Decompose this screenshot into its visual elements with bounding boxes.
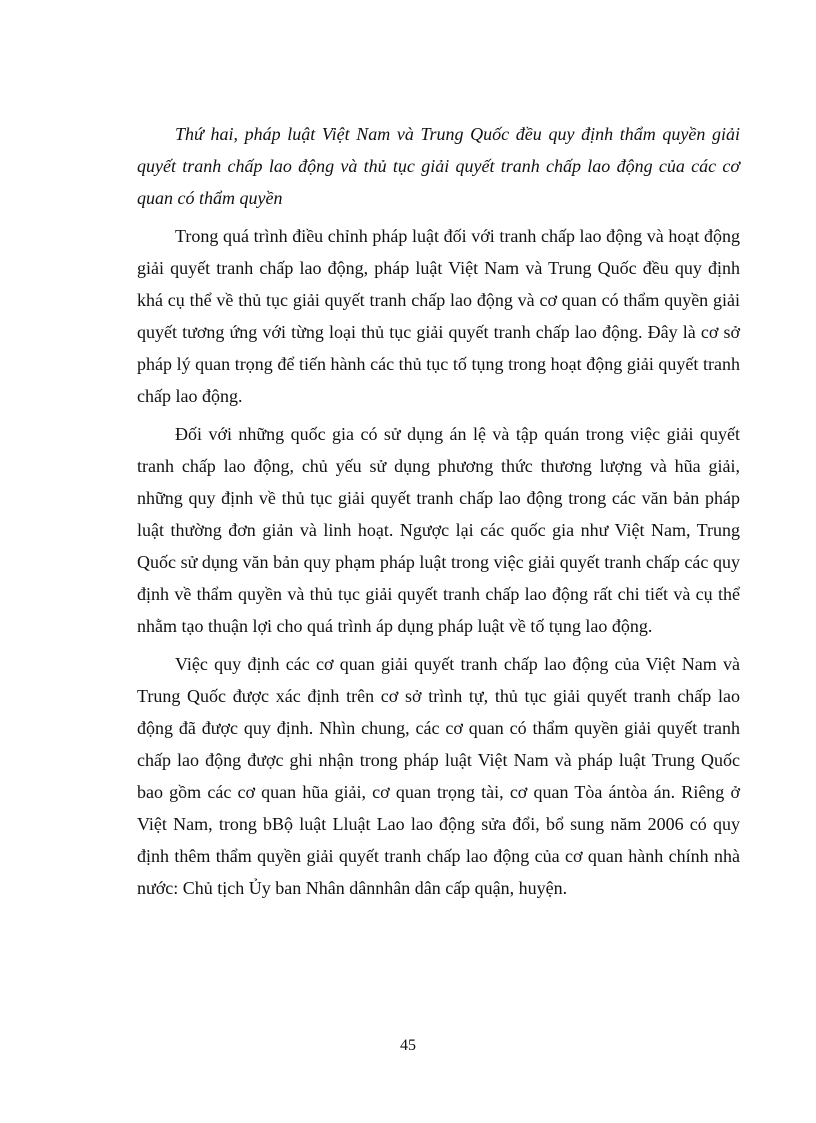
paragraph-legal-regulation: Trong quá trình điều chỉnh pháp luật đối với tranh chấp lao động và hoạt động giải quyết tranh chấp lao động, pháp luật Việt Nam và Trung Quốc đều quy định khá cụ thể về thủ tục giải quyết tranh chấp lao động và cơ quan có thẩm quyền giải quyết tương ứng với từng loại thủ tục giải quyết tranh chấp lao động. Đây là cơ sở pháp lý quan trọng để tiến hành các thủ tục tố tụng trong hoạt động giải quyết tranh chấp lao động. (137, 226, 740, 406)
paragraph-case-law-countries: Đối với những quốc gia có sử dụng án lệ và tập quán trong việc giải quyết tranh chấp lao động, chủ yếu sử dụng phương thức thương lượng và hũa giải, những quy định về thủ tục giải quyết tranh chấp lao động trong các văn bản pháp luật thường đơn giản và linh hoạt. Ngược lại các quốc gia như Việt Nam, Trung Quốc sử dụng văn bản quy phạm pháp luật trong việc giải quyết tranh chấp các quy định về thẩm quyền và thủ tục giải quyết tranh chấp lao động rất chi tiết và cụ thể nhằm tạo thuận lợi cho quá trình áp dụng pháp luật về tố tụng lao động. (137, 424, 740, 636)
body-text (137, 118, 740, 904)
page-number: 45 (400, 1037, 416, 1054)
paragraph-heading-second-point: Thứ hai, pháp luật Việt Nam và Trung Quốc đều quy định thẩm quyền giải quyết tranh chấp lao động và thủ tục giải quyết tranh chấp lao động của các cơ quan có thẩm quyền (137, 124, 740, 208)
paragraph-dispute-agencies: Việc quy định các cơ quan giải quyết tranh chấp lao động của Việt Nam và Trung Quốc được xác định trên cơ sở trình tự, thủ tục giải quyết tranh chấp lao động đã được quy định. Nhìn chung, các cơ quan có thẩm quyền giải quyết tranh chấp lao động được ghi nhận trong pháp luật Việt Nam và pháp luật Trung Quốc bao gồm các cơ quan hũa giải, cơ quan trọng tài, cơ quan Tòa ántòa án. Riêng ở Việt Nam, trong bBộ luật Lluật Lao lao động sửa đổi, bổ sung năm 2006 có quy định thêm thẩm quyền giải quyết tranh chấp lao động của cơ quan hành chính nhà nước: Chủ tịch Ủy ban Nhân dânnhân dân cấp quận, huyện. (137, 654, 740, 898)
